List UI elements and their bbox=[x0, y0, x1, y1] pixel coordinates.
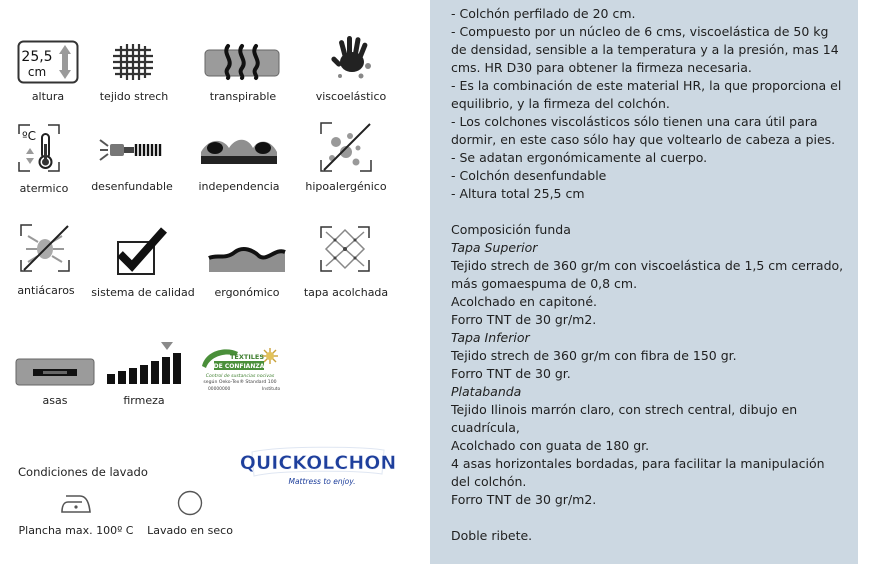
composition-title: Composición funda bbox=[451, 222, 571, 237]
dry-clean-circle-icon bbox=[177, 490, 203, 516]
top-line: Forro TNT de 30 gr/m2. bbox=[451, 312, 597, 327]
ergonomico-label: ergonómico bbox=[214, 286, 280, 299]
description-list bbox=[451, 5, 850, 203]
ruler-height-icon bbox=[17, 40, 79, 84]
band-line: cuadrícula, bbox=[451, 420, 520, 435]
band-line: del colchón. bbox=[451, 474, 527, 489]
description-panel bbox=[430, 0, 858, 564]
handle-icon bbox=[15, 358, 95, 386]
description-line: cms. HR D30 para obtener la firmeza necesaria. bbox=[451, 60, 752, 75]
feature-altura bbox=[10, 40, 86, 104]
firmeza-label: firmeza bbox=[123, 394, 165, 407]
description-line: equilibrio, y la firmeza del colchón. bbox=[451, 96, 670, 111]
bottom-line: Forro TNT de 30 gr. bbox=[451, 366, 571, 381]
transpirable-label: transpirable bbox=[209, 90, 277, 103]
description-line: - Colchón desenfundable bbox=[451, 168, 607, 183]
independencia-label: independencia bbox=[198, 180, 280, 193]
textiles-institute: Instituto bbox=[262, 387, 281, 392]
textiles-line1: Control de sustancias nocivas bbox=[205, 374, 275, 379]
antiacaros-label: antiácaros bbox=[17, 284, 75, 297]
acolchada-label: tapa acolchada bbox=[303, 286, 389, 299]
bottom-line: Tejido strech de 360 gr/m con fibra de 150 gr. bbox=[451, 348, 737, 363]
textiles-title1: TEXTILES bbox=[230, 353, 265, 361]
feature-firmeza bbox=[100, 340, 188, 412]
care-iron bbox=[16, 492, 136, 542]
altura-unit: cm bbox=[27, 65, 47, 79]
thermometer-icon bbox=[18, 124, 60, 172]
description-line: - Es la combinación de este material HR, la que proporciona el bbox=[451, 78, 842, 93]
breathable-icon bbox=[204, 44, 280, 80]
feature-antiacaros bbox=[8, 224, 84, 298]
svg-text:QUICKOLCHON: QUICKOLCHON bbox=[239, 452, 397, 474]
oeko-tex-badge bbox=[196, 344, 286, 402]
tejido-label: tejido strech bbox=[99, 90, 169, 103]
description-line: - Compuesto por un núcleo de 6 cms, viscoelástica de 50 kg bbox=[451, 24, 829, 39]
description-line: dormir, en este caso sólo hay que voltearlo de cabeza a pies. bbox=[451, 132, 836, 147]
anti-mite-icon bbox=[20, 224, 70, 272]
description-line: de densidad, sensible a la temperatura y a la presión, mas 14 bbox=[451, 42, 839, 57]
zipper-icon bbox=[98, 136, 166, 164]
quickolchon-logo bbox=[239, 444, 397, 492]
feature-ergonomico bbox=[200, 224, 294, 298]
feature-desenfundable bbox=[84, 124, 180, 196]
description-line: - Se adatan ergonómicamente al cuerpo. bbox=[451, 150, 708, 165]
iron-label: Plancha max. 100º C bbox=[18, 524, 134, 537]
band-heading: Platabanda bbox=[451, 384, 522, 399]
feature-transpirable bbox=[198, 40, 288, 104]
band-line: Tejido Ilinois marrón claro, con strech central, dibujo en bbox=[451, 402, 798, 417]
firmness-scale-icon bbox=[105, 340, 183, 386]
textile-confidence-badge-icon bbox=[196, 344, 286, 402]
top-line: más gomaespuma de 0,8 cm. bbox=[451, 276, 638, 291]
hipoalergenico-label: hipoalergénico bbox=[305, 180, 387, 193]
top-heading: Tapa Superior bbox=[451, 240, 538, 255]
iron-icon bbox=[60, 494, 92, 514]
dry-clean-label: Lavado en seco bbox=[147, 524, 233, 537]
description-line: - Los colchones viscolásticos sólo tienen una cara útil para bbox=[451, 114, 818, 129]
band-line: Forro TNT de 30 gr/m2. bbox=[451, 492, 597, 507]
viscoelastico-label: viscoelástico bbox=[315, 90, 387, 103]
top-line: Acolchado en capitoné. bbox=[451, 294, 597, 309]
description-line: - Altura total 25,5 cm bbox=[451, 186, 585, 201]
weave-fabric-icon bbox=[111, 42, 155, 82]
top-line: Tejido strech de 360 gr/m con viscoelástica de 1,5 cm cerrado, bbox=[451, 258, 844, 273]
bottom-heading: Tapa Inferior bbox=[451, 330, 530, 345]
feature-tejido bbox=[94, 40, 174, 104]
svg-text:Mattress to enjoy.: Mattress to enjoy. bbox=[288, 477, 356, 486]
quilted-top-icon bbox=[320, 226, 370, 272]
ergonomic-mattress-icon bbox=[207, 240, 287, 274]
atermico-unit: ºC bbox=[22, 129, 37, 143]
band-line: Acolchado con guata de 180 gr. bbox=[451, 438, 650, 453]
asas-label: asas bbox=[42, 394, 68, 407]
feature-calidad bbox=[88, 224, 198, 298]
care-dry-clean bbox=[142, 490, 238, 542]
hand-print-icon bbox=[328, 34, 376, 80]
feature-viscoelastico bbox=[306, 34, 396, 104]
band-line: 4 asas horizontales bordadas, para facilitar la manipulación bbox=[451, 456, 825, 471]
textiles-line2: según Oeko-Tex® Standard 100 bbox=[203, 380, 277, 385]
quality-check-icon bbox=[114, 226, 170, 276]
calidad-label: sistema de calidad bbox=[91, 286, 195, 299]
atermico-label: atermico bbox=[19, 182, 69, 195]
altura-label: altura bbox=[31, 90, 65, 103]
desenfundable-label: desenfundable bbox=[91, 180, 173, 193]
washing-title: Condiciones de lavado bbox=[18, 465, 148, 479]
textiles-title2: DE CONFIANZA bbox=[213, 363, 265, 370]
feature-atermico bbox=[8, 124, 80, 196]
feature-independencia bbox=[194, 124, 284, 196]
hypoallergenic-icon bbox=[320, 122, 372, 172]
independent-springs-icon bbox=[199, 134, 279, 166]
feature-asas bbox=[14, 354, 96, 410]
closing-line: Doble ribete. bbox=[451, 528, 533, 543]
feature-acolchada bbox=[300, 224, 392, 298]
altura-value: 25,5 bbox=[21, 49, 53, 65]
textiles-number: 00000000 bbox=[208, 387, 231, 392]
description-line: - Colchón perfilado de 20 cm. bbox=[451, 6, 636, 21]
feature-hipoalergenico bbox=[300, 122, 392, 196]
